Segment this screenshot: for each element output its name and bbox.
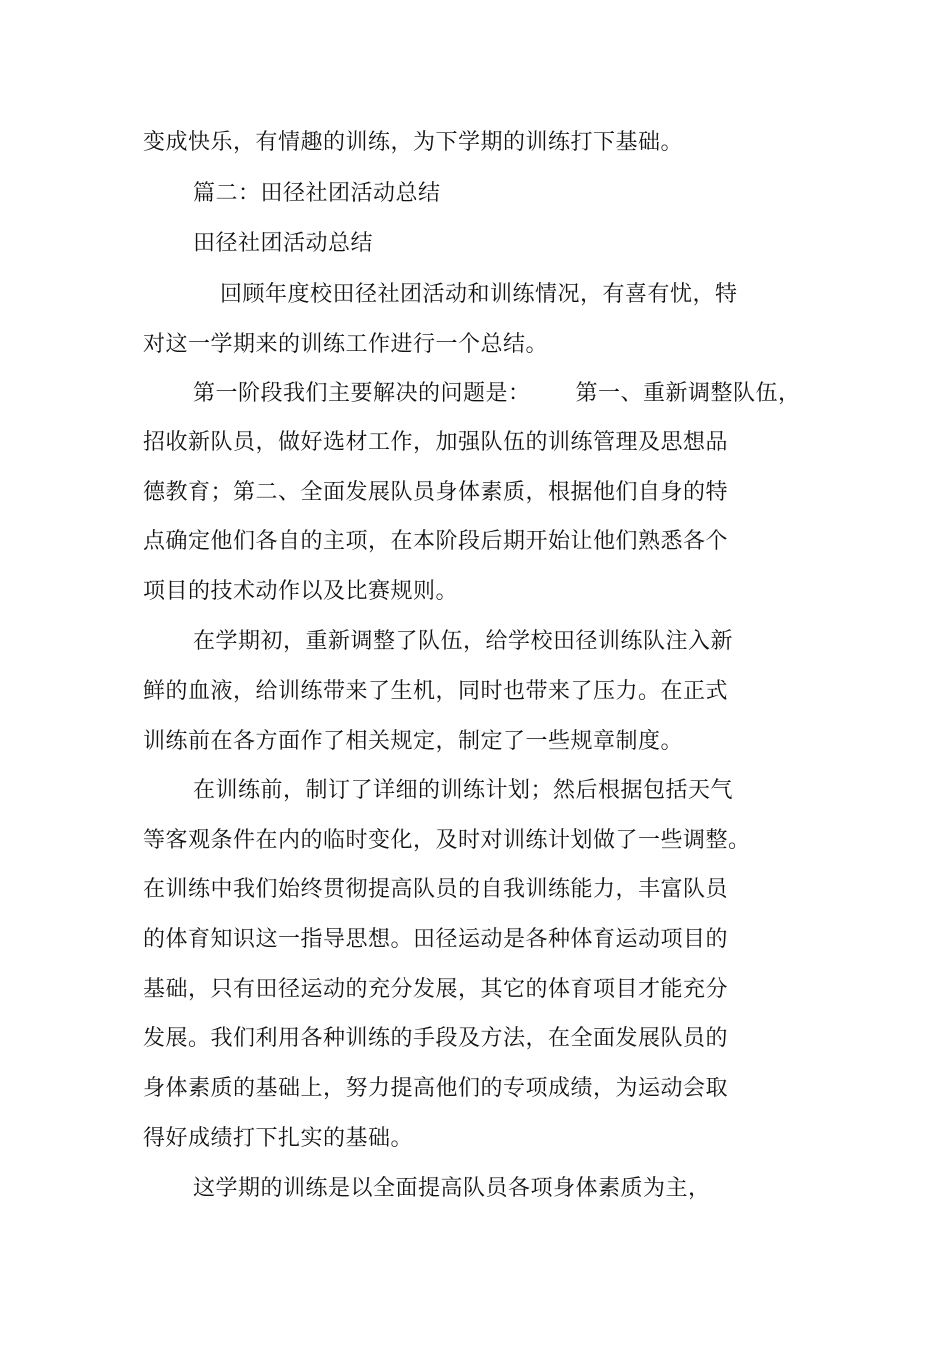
section-heading: 篇二：田径社团活动总结 [193,181,441,206]
text-line: 德教育；第二、全面发展队员身体素质，根据他们自身的特 [143,480,729,505]
text-line: 点确定他们各自的主项，在本阶段后期开始让他们熟悉各个 [143,529,729,554]
text-line: 招收新队员，做好选材工作，加强队伍的训练管理及思想品 [143,430,729,455]
text-line: 的体育知识这一指导思想。田径运动是各种体育运动项目的 [143,927,729,952]
text-line: 等客观条件在内的临时变化，及时对训练计划做了一些调整。 [143,828,751,853]
text-line: 变成快乐，有情趣的训练，为下学期的训练打下基础。 [143,130,684,155]
text-line: 这学期的训练是以全面提高队员各项身体素质为主， [193,1176,711,1201]
text-line: 在学期初，重新调整了队伍，给学校田径训练队注入新 [193,629,734,654]
text-line: 回顾年度校田径社团活动和训练情况，有喜有忧，特 [220,282,738,307]
text-line: 鲜的血液，给训练带来了生机，同时也带来了压力。在正式 [143,679,729,704]
text-line: 项目的技术动作以及比赛规则。 [143,579,459,604]
document-title: 田径社团活动总结 [193,231,374,256]
text-line: 发展。我们利用各种训练的手段及方法，在全面发展队员的 [143,1026,729,1051]
text-line: 在训练中我们始终贯彻提高队员的自我训练能力，丰富队员 [143,877,729,902]
text-line: 第一阶段我们主要解决的问题是： 第一、重新调整队伍， [193,381,801,406]
text-line: 对这一学期来的训练工作进行一个总结。 [143,332,549,357]
text-line: 基础，只有田径运动的充分发展，其它的体育项目才能充分 [143,977,729,1002]
text-line: 在训练前，制订了详细的训练计划；然后根据包括天气 [193,778,734,803]
text-line: 身体素质的基础上，努力提高他们的专项成绩，为运动会取 [143,1076,729,1101]
text-line: 得好成绩打下扎实的基础。 [143,1126,414,1151]
text-line: 训练前在各方面作了相关规定，制定了一些规章制度。 [143,729,684,754]
